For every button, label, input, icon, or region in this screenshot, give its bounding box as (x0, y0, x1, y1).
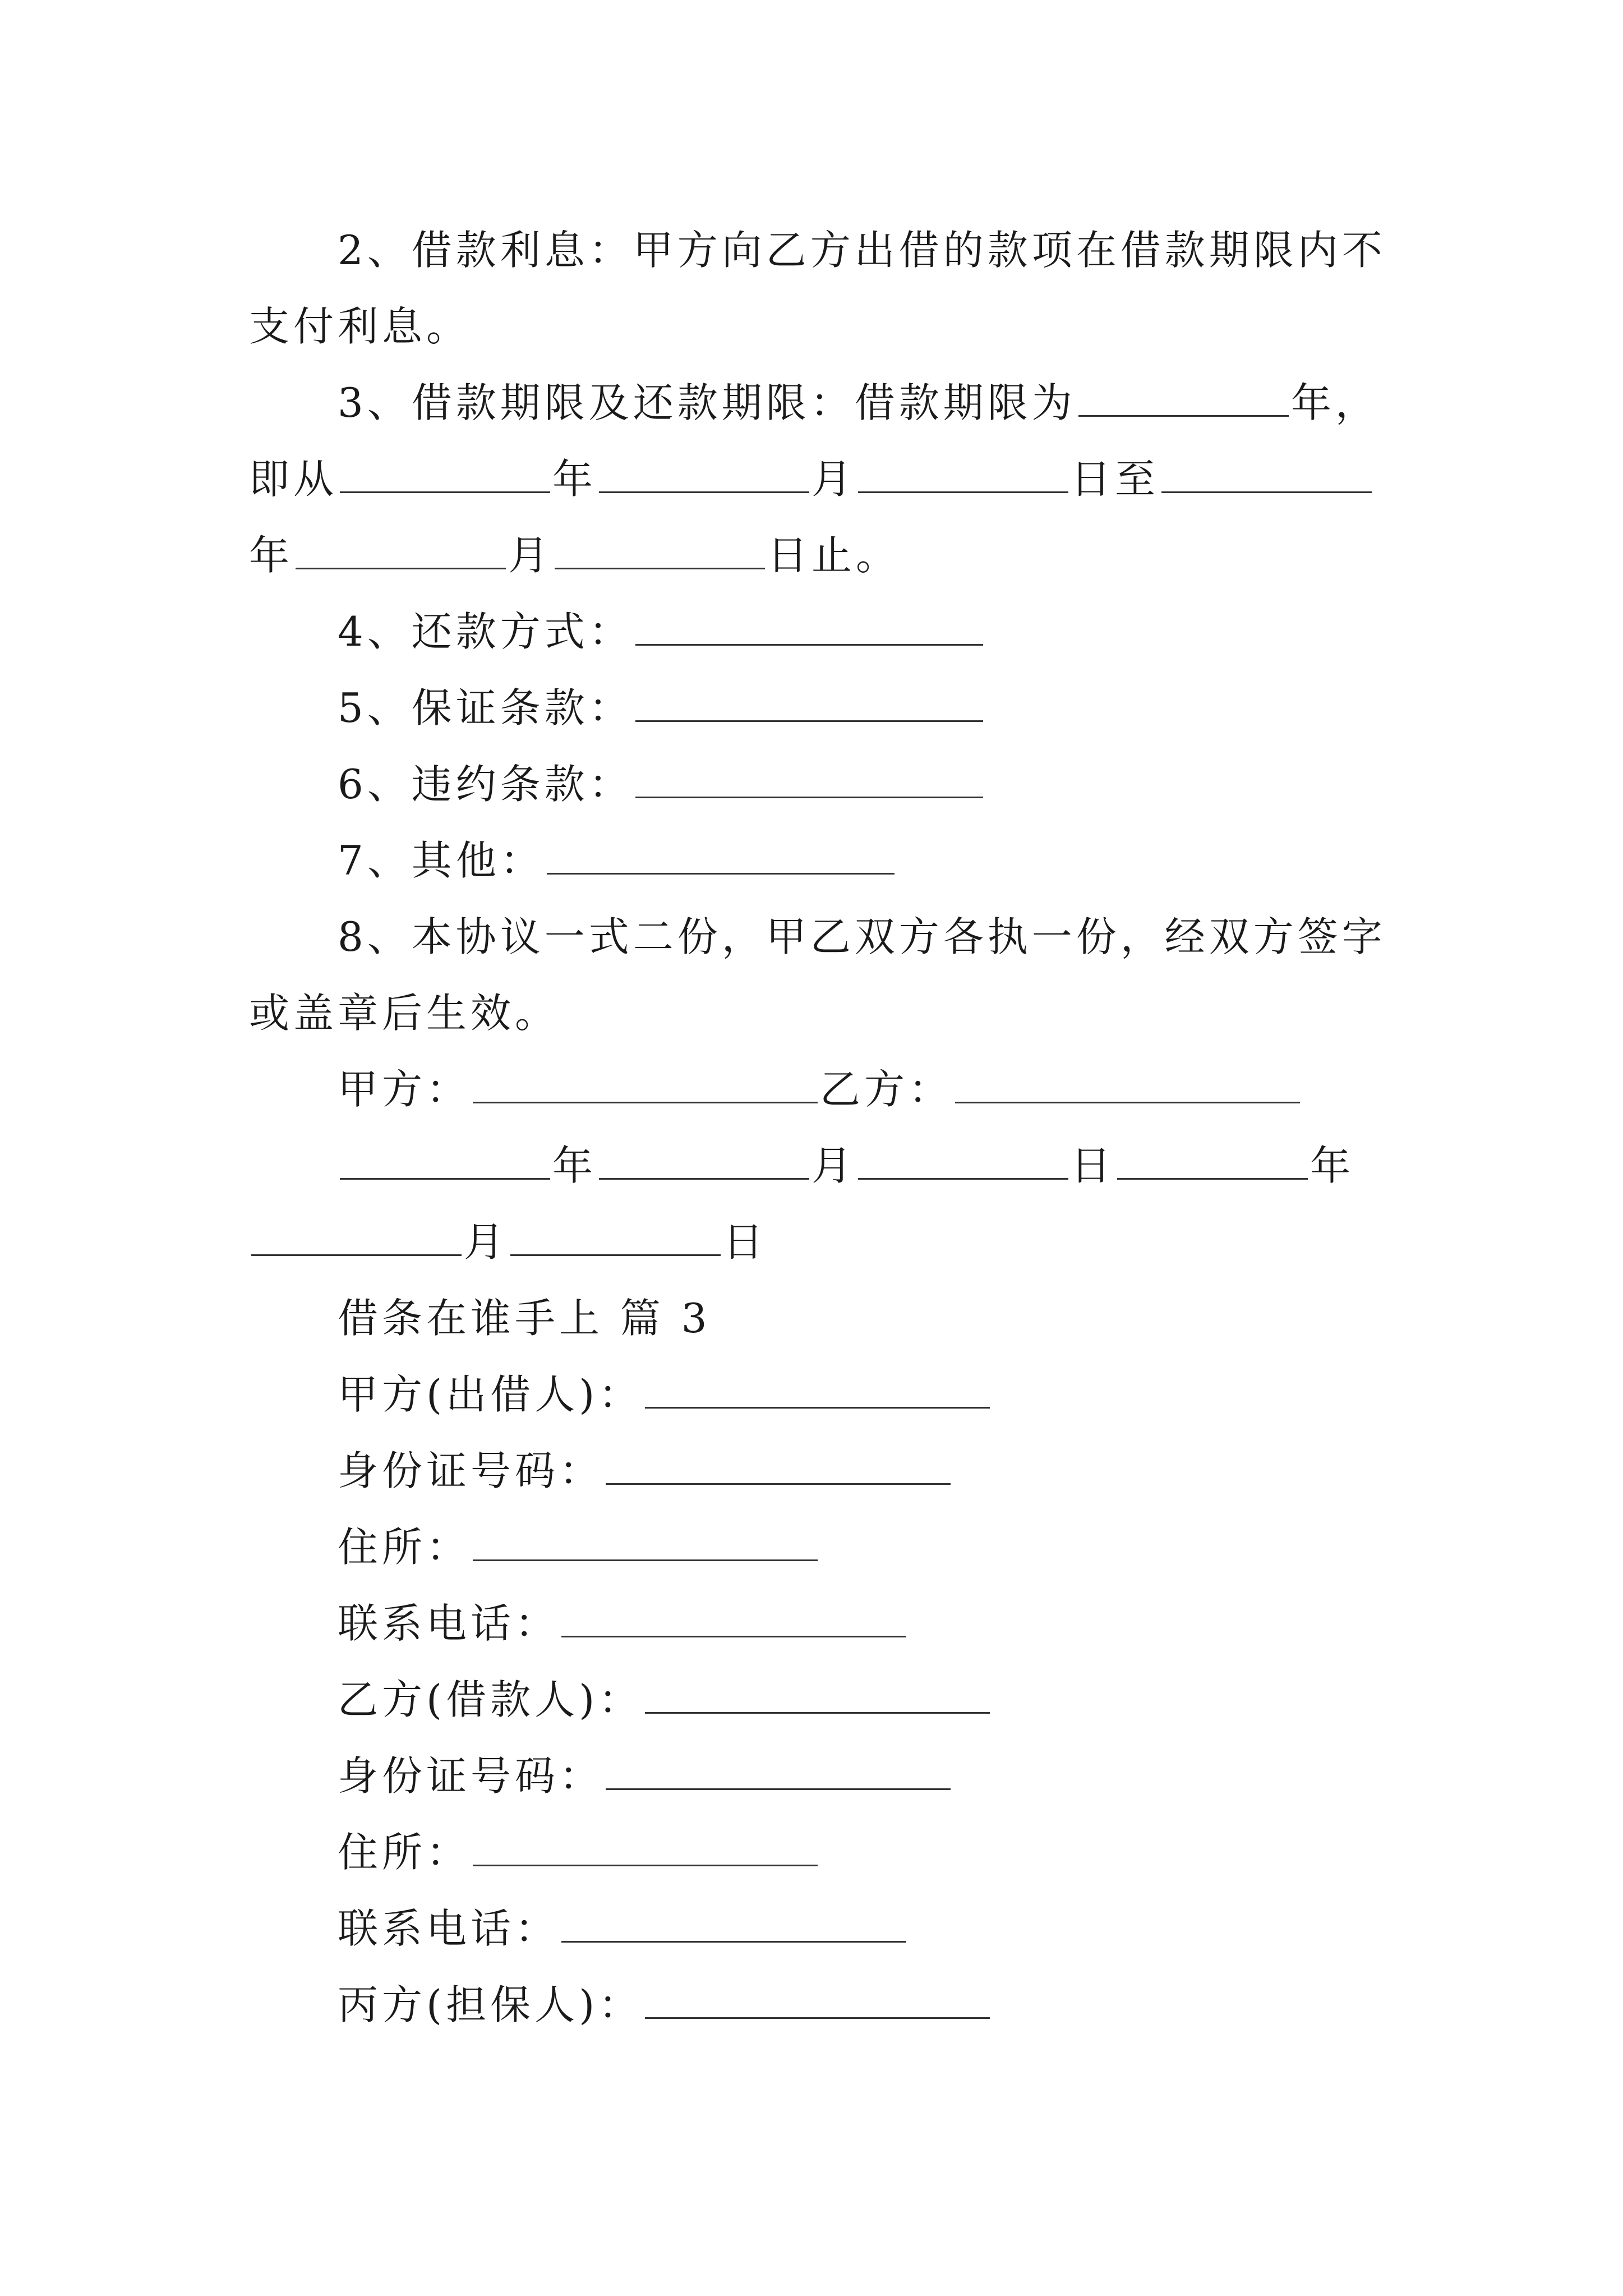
party-a-day-label: 日 (1071, 1142, 1115, 1189)
lender-phone-line (249, 1585, 1387, 1662)
start-month-label: 月 (811, 455, 856, 503)
clause-4-label: 4、还款方式： (338, 608, 633, 655)
borrower-blank[interactable] (645, 1675, 990, 1714)
clause-8-line-2 (249, 975, 1387, 1051)
clause-2-text-1: 2、借款利息：甲方向乙方出借的款项在借款期限内不 (338, 227, 1386, 274)
breach-terms-blank[interactable] (635, 760, 983, 798)
borrower-id-blank[interactable] (606, 1751, 951, 1790)
borrower-phone-line (249, 1890, 1387, 1967)
clause-6-label: 6、违约条款： (338, 761, 633, 808)
borrower-id-line (249, 1738, 1387, 1814)
end-month-blank[interactable] (296, 531, 506, 569)
borrower-line (249, 1662, 1387, 1738)
clause-3-line-1 (249, 365, 1387, 441)
clause-5-line (249, 670, 1387, 746)
clause-8-text-2: 或盖章后生效。 (249, 990, 560, 1037)
clause-6-line (249, 746, 1387, 822)
borrower-id-label: 身份证号码： (338, 1752, 604, 1800)
start-day-label: 日至 (1071, 455, 1160, 503)
borrower-phone-label: 联系电话： (338, 1905, 560, 1952)
borrower-label: 乙方(借款人)： (338, 1676, 643, 1723)
guarantor-line (249, 1967, 1387, 2043)
lender-id-line (249, 1433, 1387, 1509)
lender-blank[interactable] (645, 1370, 990, 1409)
clause-7-label: 7、其他： (338, 837, 545, 884)
clause-4-line (249, 593, 1387, 670)
party-b-month-blank[interactable] (251, 1217, 462, 1256)
lender-address-label: 住所： (338, 1524, 471, 1571)
section-title-text: 借条在谁手上 篇 3 (338, 1295, 711, 1342)
lender-label: 甲方(出借人)： (338, 1371, 643, 1418)
signature-date-line-2 (249, 1204, 1387, 1280)
party-a-month-blank[interactable] (599, 1141, 809, 1180)
start-month-blank[interactable] (599, 454, 809, 493)
repayment-method-blank[interactable] (635, 607, 983, 646)
clause-3-year-suffix: 年， (1290, 379, 1380, 426)
clause-5-label: 5、保证条款： (338, 684, 633, 731)
borrower-phone-blank[interactable] (561, 1904, 906, 1943)
clause-3-text: 3、借款期限及还款期限：借款期限为 (338, 379, 1076, 426)
end-day-label: 日止。 (767, 532, 901, 579)
clause-3-from-label: 即从 (249, 455, 338, 503)
party-b-year-label: 年 (1310, 1142, 1355, 1189)
borrower-address-line (249, 1814, 1387, 1890)
clause-3-line-3 (249, 517, 1387, 593)
guarantor-blank[interactable] (645, 1980, 990, 2019)
lender-phone-label: 联系电话： (338, 1600, 560, 1647)
party-b-year-blank[interactable] (1117, 1141, 1308, 1180)
guarantor-label: 丙方(担保人)： (338, 1981, 643, 2028)
lender-id-blank[interactable] (606, 1446, 951, 1485)
party-b-label: 乙方： (820, 1066, 953, 1113)
party-a-year-label: 年 (552, 1142, 597, 1189)
clause-2-line-1 (249, 212, 1387, 288)
end-day-blank[interactable] (555, 531, 765, 569)
document-page (249, 212, 1387, 2043)
party-b-day-blank[interactable] (510, 1217, 721, 1256)
section-title (249, 1280, 1387, 1356)
lender-id-label: 身份证号码： (338, 1447, 604, 1494)
clause-8-text-1: 8、本协议一式二份，甲乙双方各执一份，经双方签字 (338, 913, 1386, 960)
clause-8-line-1 (249, 899, 1387, 975)
guarantee-terms-blank[interactable] (635, 683, 983, 722)
end-month-label: 月 (508, 532, 553, 579)
signature-line (249, 1051, 1387, 1128)
start-year-blank[interactable] (340, 454, 550, 493)
loan-term-years-blank[interactable] (1078, 378, 1289, 417)
party-a-day-blank[interactable] (858, 1141, 1068, 1180)
clause-2-line-2 (249, 288, 1387, 365)
start-year-label: 年 (552, 455, 597, 503)
end-year-label: 年 (249, 532, 294, 579)
lender-address-line (249, 1509, 1387, 1585)
borrower-address-label: 住所： (338, 1829, 471, 1876)
party-b-signature-blank[interactable] (955, 1065, 1300, 1103)
clause-7-line (249, 822, 1387, 899)
lender-phone-blank[interactable] (561, 1599, 906, 1637)
lender-address-blank[interactable] (473, 1522, 818, 1561)
end-year-blank[interactable] (1161, 454, 1372, 493)
party-a-year-blank[interactable] (340, 1141, 550, 1180)
clause-3-line-2 (249, 441, 1387, 517)
party-b-day-label: 日 (723, 1218, 768, 1266)
start-day-blank[interactable] (858, 454, 1068, 493)
party-a-label: 甲方： (338, 1066, 471, 1113)
party-b-month-label: 月 (464, 1218, 509, 1266)
borrower-address-blank[interactable] (473, 1828, 818, 1866)
other-terms-blank[interactable] (547, 836, 895, 875)
party-a-signature-blank[interactable] (473, 1065, 818, 1103)
signature-date-line-1 (249, 1128, 1387, 1204)
party-a-month-label: 月 (811, 1142, 856, 1189)
lender-line (249, 1356, 1387, 1433)
clause-2-text-2: 支付利息。 (249, 303, 471, 350)
